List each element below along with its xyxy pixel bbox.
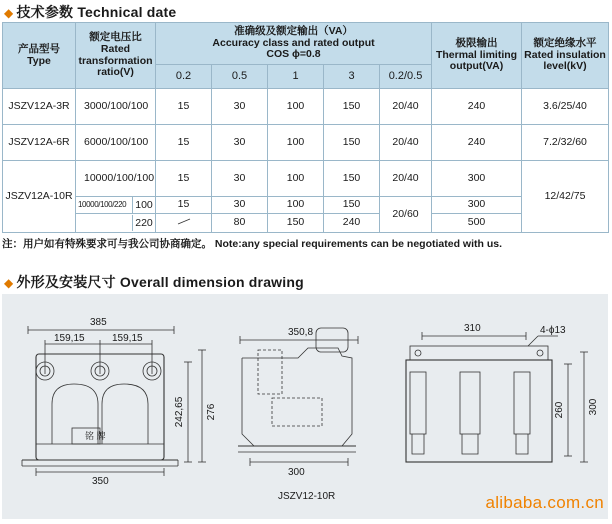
model-label: JSZV12-10R [278, 491, 335, 502]
not-applicable-cell [156, 214, 212, 233]
table-row: 220 80 150 240 500 [3, 214, 609, 233]
diamond-bullet-icon: ◆ [4, 276, 13, 290]
dim-310: 310 [464, 323, 481, 334]
class-1: 1 [268, 65, 324, 89]
table-row: JSZV12A-10R 10000/100/100 15 30 100 150 20/40 300 12/42/75 [3, 161, 609, 197]
class-0.5: 0.5 [212, 65, 268, 89]
dim-159-a: 159,15 [54, 333, 85, 344]
class-0.2-0.5: 0.2/0.5 [380, 65, 432, 89]
header-insulation: 额定绝缘水平 Rated insulation level(kV) [522, 23, 609, 89]
slash-mark [156, 214, 212, 228]
dim-159-b: 159,15 [112, 333, 143, 344]
header-type: 产品型号 Type [3, 23, 76, 89]
dim-242-65: 242,65 [174, 396, 185, 427]
watermark: alibaba.com.cn [485, 493, 604, 513]
nameplate-label: 铭 牌 [85, 430, 106, 441]
dim-300-vertical: 300 [588, 398, 599, 415]
class-3: 3 [324, 65, 380, 89]
dim-300: 300 [288, 467, 305, 478]
dimension-drawing-heading: ◆ 外形及安装尺寸 Overall dimension drawing [4, 272, 304, 292]
note-text: 注：用户如有特殊要求可与我公司协商确定。 Note:any special requirements can be negotiated with us. [2, 236, 502, 251]
dim-350: 350 [92, 476, 109, 487]
technical-data-table [2, 22, 609, 233]
dim-276: 276 [206, 403, 217, 420]
header-thermal: 极限输出 Thermal limiting output(VA) [432, 23, 522, 89]
table-row: 10000/100/220 100 15 30 100 150 20/60 300 [3, 197, 609, 214]
dimension-drawing [2, 294, 608, 519]
class-0.2: 0.2 [156, 65, 212, 89]
dimension-drawing-panel [2, 294, 608, 519]
dim-385: 385 [90, 317, 107, 328]
header-accuracy: 准确级及额定输出（VA） Accuracy class and rated output COS ϕ=0.8 [156, 23, 432, 65]
dim-260: 260 [554, 401, 565, 418]
header-ratio: 额定电压比 Rated transformation ratio(V) [76, 23, 156, 89]
table-row: JSZV12A-6R 6000/100/100 15 30 100 150 20/40 240 7.2/32/60 [3, 125, 609, 161]
dim-holes: 4-ϕ13 [540, 325, 566, 336]
table-row: JSZV12A-3R 3000/100/100 15 30 100 150 20/40 240 3.6/25/40 [3, 89, 609, 125]
technical-data-heading: ◆ 技术参数 Technical date [4, 2, 176, 22]
dim-350-8: 350,8 [288, 327, 313, 338]
diamond-bullet-icon: ◆ [4, 6, 13, 20]
